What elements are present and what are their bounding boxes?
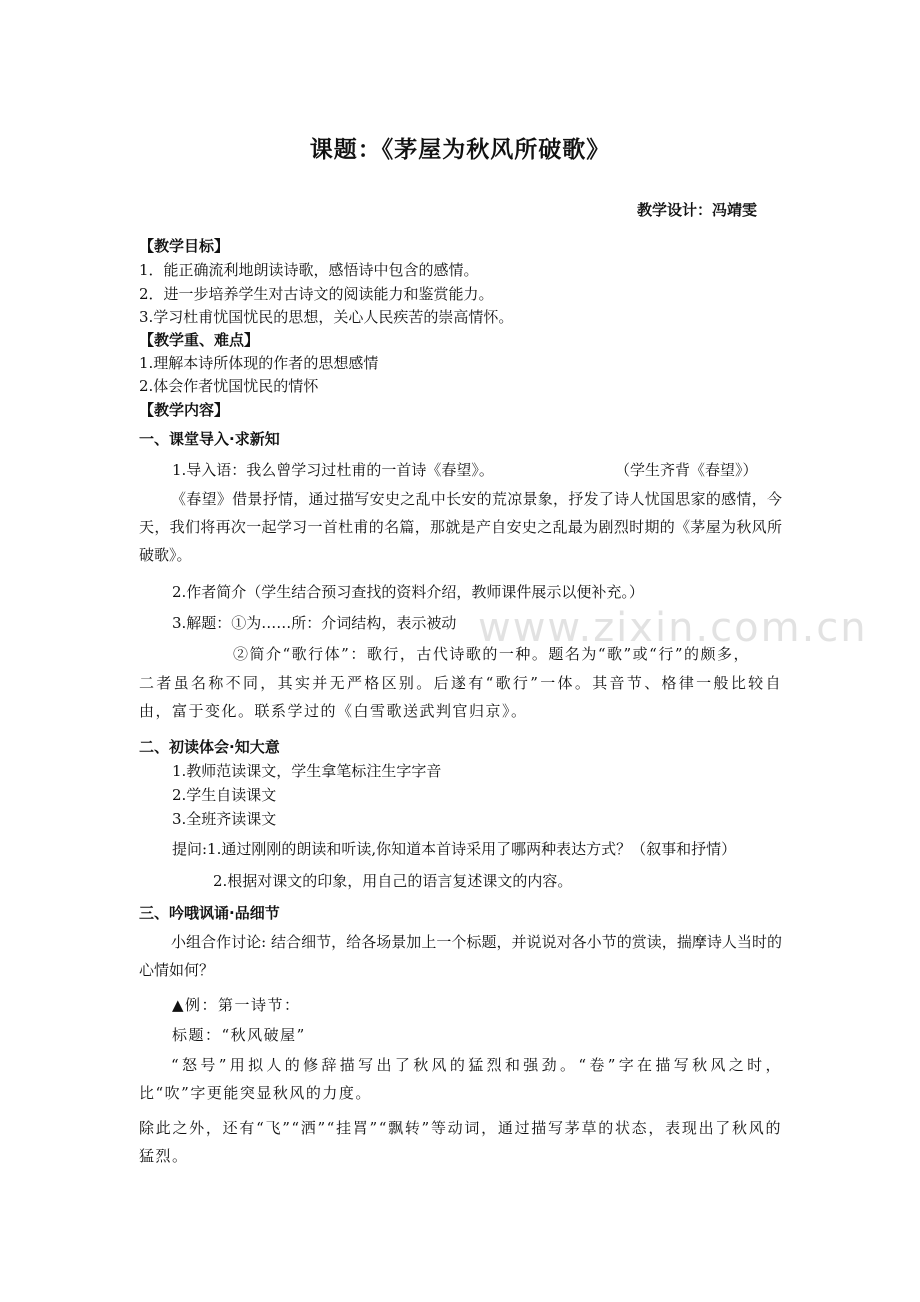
title-explain-1: 3.解题：①为……所：介词结构，表示被动 [172,614,457,632]
watermark: www.zixin.com.cn [478,605,868,651]
section1-heading: 一、课堂导入·求新知 [139,430,280,448]
section2-heading: 二、初读体会·知大意 [139,738,280,756]
question-2: 2.根据对课文的印象，用自己的语言复述课文的内容。 [213,872,573,890]
intro-paragraph: 《春望》借景抒情，通过描写安史之乱中长安的荒凉景象，抒发了诗人忧国思家的感情，今天，我们将再次一起学习一首杜甫的名篇，那就是产自安史之乱最为剧烈时期的《茅屋为秋风所破歌》。 [139,490,782,564]
document-title: 课题：《茅屋为秋风所破歌》 [309,137,611,163]
title-explain-2: ②简介“歌行体”：歌行，古代诗歌的一种。题名为“歌”或“行”的颇多， [233,645,751,663]
keypoints-heading: 【教学重、难点】 [139,331,260,349]
example-label: ▲例：第一诗节： [172,996,301,1014]
keypoint-item: 2.体会作者忧国忧民的情怀 [139,377,319,395]
reading-step: 2.学生自读课文 [172,786,277,804]
goal-item: 1．能正确流利地朗读诗歌，感悟诗中包含的感情。 [139,261,479,279]
goal-item: 3.学习杜甫忧国忧民的思想，关心人民疾苦的崇高情怀。 [139,308,514,326]
keypoint-item: 1.理解本诗所体现的作者的思想感情 [139,354,379,372]
analysis-paragraph-2: 除此之外，还有“飞”“洒”“挂罥”“飘转”等动词，通过描写茅草的状态，表现出了秋风的猛烈。 [139,1119,782,1165]
question-1: 提问:1.通过刚刚的朗读和听读,你知道本首诗采用了哪两种表达方式？（叙事和抒情） [172,840,737,858]
goals-heading: 【教学目标】 [139,237,230,255]
author-line: 教学设计：冯靖雯 [636,201,757,219]
intro-line: 1.导入语：我么曾学习过杜甫的一首诗《春望》。 [172,461,494,479]
example-title: 标题：“秋风破屋” [172,1026,306,1044]
analysis-paragraph-1: “怒号”用拟人的修辞描写出了秋风的猛烈和强劲。“卷”字在描写秋风之时，比“吹”字更能突显秋风的力度。 [139,1056,782,1102]
discussion-prompt: 小组合作讨论: 结合细节，给各场景加上一个标题，并说说对各小节的赏读，揣摩诗人当时的心情如何？ [139,933,782,979]
reading-step: 3.全班齐读课文 [172,810,277,828]
content-heading: 【教学内容】 [139,401,230,419]
title-explain-2-continued: 二者虽名称不同，其实并无严格区别。后遂有“歌行”一体。其音节、格律一般比较自由，富于变化。联系学过的《白雪歌送武判官归京》。 [139,674,782,720]
author-intro: 2.作者简介（学生结合预习查找的资料介绍，教师课件展示以便补充。） [172,583,644,601]
intro-note: （学生齐背《春望》） [615,461,758,479]
goal-item: 2．进一步培养学生对古诗文的阅读能力和鉴赏能力。 [139,285,494,303]
section3-heading: 三、吟哦讽诵·品细节 [139,904,280,922]
reading-step: 1.教师范读课文，学生拿笔标注生字字音 [172,762,442,780]
